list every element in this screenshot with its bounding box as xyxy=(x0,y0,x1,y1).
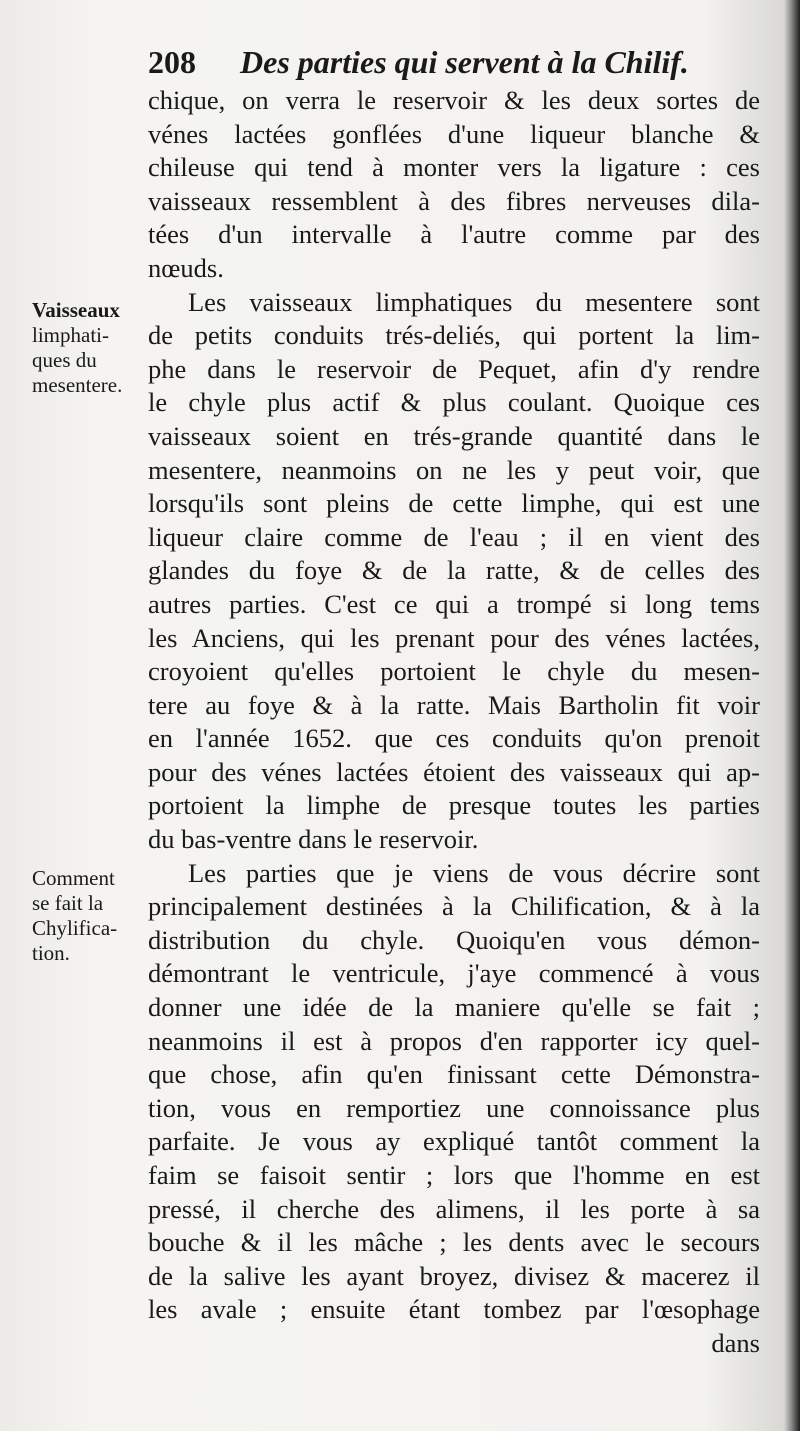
text-line: en l'année 1652. que ces conduits qu'on prenoit xyxy=(148,723,760,754)
text-line: chileuse qui tend à monter vers la ligature : ces xyxy=(148,152,760,183)
text-line: distribution du chyle. Quoiqu'en vous démon- xyxy=(148,924,760,955)
text-line: glandes du foye & de la ratte, & de celles des xyxy=(148,555,760,586)
text-line: autres parties. C'est ce qui a trompé si long tems xyxy=(148,588,760,619)
text-line: vaisseaux ressemblent à des fibres nerveuses dila- xyxy=(148,185,760,216)
paragraph-start-line: Les parties que je viens de vous décrire sont xyxy=(188,857,760,888)
margin-note-line: tion. xyxy=(32,941,70,965)
text-line: démontrant le ventricule, j'aye commencé à vous xyxy=(148,958,760,989)
text-line: les Anciens, qui les prenant pour des vénes lactées, xyxy=(148,622,760,653)
text-line: vaisseaux soient en trés-grande quantité dans le xyxy=(148,420,760,451)
page-header xyxy=(148,44,788,84)
text-line: tées d'un intervalle à l'autre comme par des xyxy=(148,219,760,250)
catchword: dans xyxy=(711,1327,760,1358)
text-line: tion, vous en remportiez une connoissance plus xyxy=(148,1092,760,1123)
margin-note-line: se fait la xyxy=(32,891,104,915)
text-line: faim se faisoit sentir ; lors que l'homme en est xyxy=(148,1160,760,1190)
text-line: liqueur claire comme de l'eau ; il en vient des xyxy=(148,521,760,552)
text-line: pour des vénes lactées étoient des vaisseaux qui ap- xyxy=(148,756,760,787)
paragraph-start-line: Les vaisseaux limphatiques du mesentere sont xyxy=(188,286,760,317)
margin-note-comment xyxy=(32,866,152,966)
text-line: parfaite. Je vous ay expliqué tantôt comment la xyxy=(148,1126,760,1157)
body-text xyxy=(148,84,760,1361)
text-line: lorsqu'ils sont pleins de cette limphe, qui est une xyxy=(148,488,760,519)
margin-note-line: mesentere. xyxy=(32,373,123,397)
text-line: les avale ; ensuite étant tombez par l'œsophage xyxy=(148,1294,760,1325)
text-line: que chose, afin qu'en finissant cette Démonstra- xyxy=(148,1059,760,1090)
margin-note-line: Vaisseaux xyxy=(32,298,120,322)
text-line: pressé, il cherche des alimens, il les porte à sa xyxy=(148,1193,760,1224)
text-line: neanmoins il est à propos d'en rapporter icy quel- xyxy=(148,1025,760,1056)
text-line: croyoient qu'elles portoient le chyle du mesen- xyxy=(148,656,760,687)
text-line: de la salive les ayant broyez, divisez & macerez il xyxy=(148,1260,760,1291)
margin-note-line: Chylifica- xyxy=(32,916,118,940)
margin-note-line: Comment xyxy=(32,866,115,890)
margin-note-line: limphati- xyxy=(32,323,109,347)
margin-note-line: ques du xyxy=(32,348,97,372)
text-line: phe dans le reservoir de Pequet, afin d'y rendre xyxy=(148,353,760,384)
text-line: bouche & il les mâche ; les dents avec le secours xyxy=(148,1227,760,1258)
text-line: nœuds. xyxy=(148,252,224,283)
page-number: 208 xyxy=(148,44,196,80)
page-edge-shadow xyxy=(790,0,800,1431)
text-line: donner une idée de la maniere qu'elle se fait ; xyxy=(148,992,760,1023)
text-line: du bas-ventre dans le reservoir. xyxy=(148,824,479,855)
text-line: mesentere, neanmoins on ne les y peut voir, que xyxy=(148,454,760,485)
text-line: chique, on verra le reservoir & les deux sortes de xyxy=(148,85,760,115)
text-line: principalement destinées à la Chilification, & à la xyxy=(148,891,760,922)
text-line: tere au foye & à la ratte. Mais Bartholin fit voir xyxy=(148,689,760,720)
margin-note-vaisseaux xyxy=(32,298,152,398)
text-line: portoient la limphe de presque toutes les parties xyxy=(148,790,760,821)
text-line: le chyle plus actif & plus coulant. Quoique ces xyxy=(148,387,760,418)
text-line: de petits conduits trés-deliés, qui portent la lim- xyxy=(148,320,760,351)
text-line: vénes lactées gonflées d'une liqueur blanche & xyxy=(148,118,760,149)
running-head: Des parties qui servent à la Chilif. xyxy=(240,44,689,80)
